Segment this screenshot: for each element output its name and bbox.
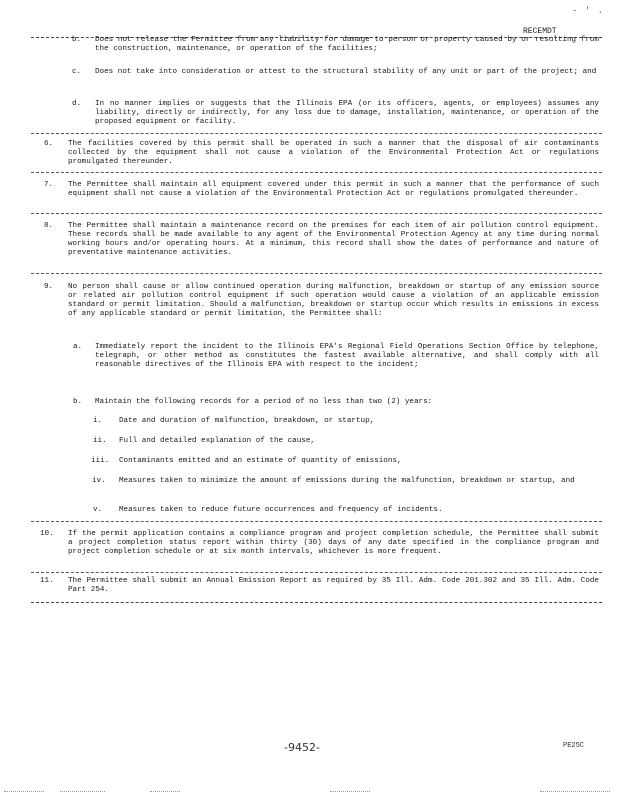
condition-11-text: The Permittee shall submit an Annual Emission Report as required by 35 Ill. Adm. Code 201.302 and 35 Ill. Adm. Code Part 254. — [68, 577, 599, 594]
condition-9b-ii-marker: ii. — [93, 437, 107, 445]
condition-9b-ii-text: Full and detailed explanation of the cause, — [119, 437, 315, 445]
page-code: RECEMDT — [523, 27, 557, 36]
condition-9b-v-text: Measures taken to reduce future occurrences and frequency of incidents. — [119, 506, 443, 514]
scan-edge-mark — [4, 791, 44, 792]
section-divider — [31, 133, 602, 134]
condition-9-text: No person shall cause or allow continued operation during malfunction, breakdown or startup of any emission source or related air pollution control equipment if such operation would cause a violation of an applicable emission standard or permit limitation. Should a malfunction, breakdown or startup occur which results in emissions in excess of any applicable standard or permit limitation, the Permittee shall: — [68, 283, 599, 318]
condition-9a-text: Immediately report the incident to the Illinois EPA's Regional Field Operations Section Office by telephone, telegraph, or other method as constitutes the fastest available alternative, and shall comply with all reasonable directives of the Illinois EPA with respect to the incident; — [95, 343, 599, 369]
condition-9b-i-text: Date and duration of malfunction, breakdown, or startup, — [119, 417, 375, 425]
footer-code: PE25C — [563, 742, 585, 750]
section-divider — [31, 521, 602, 522]
condition-7-text: The Permittee shall maintain all equipment covered under this permit in such a manner that the performance of such equipment shall not cause a violation of the Environmental Protection Act or regulations promulgated thereunder. — [68, 181, 599, 198]
item-c-marker: c. — [72, 68, 82, 76]
condition-9b-iv-marker: iv. — [92, 477, 106, 485]
condition-6-text: The facilities covered by this permit shall be operated in such a manner that the disposal of air contaminants collected by the equipment shall not cause a violation of the Environmental Protection Act or regulations promulgated thereunder. — [68, 140, 599, 166]
item-d-text: In no manner implies or suggests that the Illinois EPA (or its officers, agents, or employees) assumes any liability, directly or indirectly, for any loss due to damage, installation, maintenance, or operation of the proposed equipment or facility. — [95, 100, 599, 126]
item-b-text: Does not release the Permittee from any liability for damage to person or property caused by or resulting from the construction, maintenance, or operation of the facilities; — [95, 36, 599, 53]
scan-mark: - ' . — [571, 6, 604, 16]
condition-7-number: 7. — [44, 181, 54, 189]
condition-9b-iii-text: Contaminants emitted and an estimate of quantity of emissions, — [119, 457, 402, 465]
condition-9b-i-marker: i. — [93, 417, 103, 425]
scan-edge-mark — [150, 791, 180, 792]
scan-edge-mark — [540, 791, 610, 792]
item-d-marker: d. — [72, 100, 82, 108]
section-divider — [31, 172, 602, 173]
condition-10-text: If the permit application contains a compliance program and project completion schedule, the Permittee shall submit a project completion status report within thirty (30) days of any date specified in the compliance program and project completion schedule or at six month intervals, whichever is more frequent. — [68, 530, 599, 556]
section-divider — [31, 213, 602, 214]
condition-11-number: 11. — [40, 577, 54, 585]
scan-edge-mark — [330, 791, 370, 792]
page-number: -9452- — [284, 741, 320, 754]
condition-9b-text: Maintain the following records for a period of no less than two (2) years: — [95, 398, 433, 406]
condition-9a-marker: a. — [73, 343, 83, 351]
condition-8-text: The Permittee shall maintain a maintenance record on the premises for each item of air pollution control equipment. These records shall be made available to any agent of the Environmental Protection Agency at any time during normal working hours and/or operating hours. At a minimum, this record shall show the dates of performance and nature of preventative maintenance activities. — [68, 222, 599, 257]
section-divider — [31, 572, 602, 573]
condition-9b-marker: b. — [73, 398, 83, 406]
condition-9b-iv-text: Measures taken to minimize the amount of emissions during the malfunction, breakdown or startup, and — [119, 477, 575, 485]
condition-9-number: 9. — [44, 283, 54, 291]
section-divider — [31, 273, 602, 274]
condition-8-number: 8. — [44, 222, 54, 230]
scan-edge-mark — [60, 791, 105, 792]
condition-9b-iii-marker: iii. — [91, 457, 110, 465]
condition-6-number: 6. — [44, 140, 54, 148]
item-c-text: Does not take into consideration or attest to the structural stability of any unit or part of the project; and — [95, 68, 597, 76]
item-b-marker: b. — [72, 36, 82, 44]
condition-10-number: 10. — [40, 530, 54, 538]
condition-9b-v-marker: v. — [93, 506, 103, 514]
